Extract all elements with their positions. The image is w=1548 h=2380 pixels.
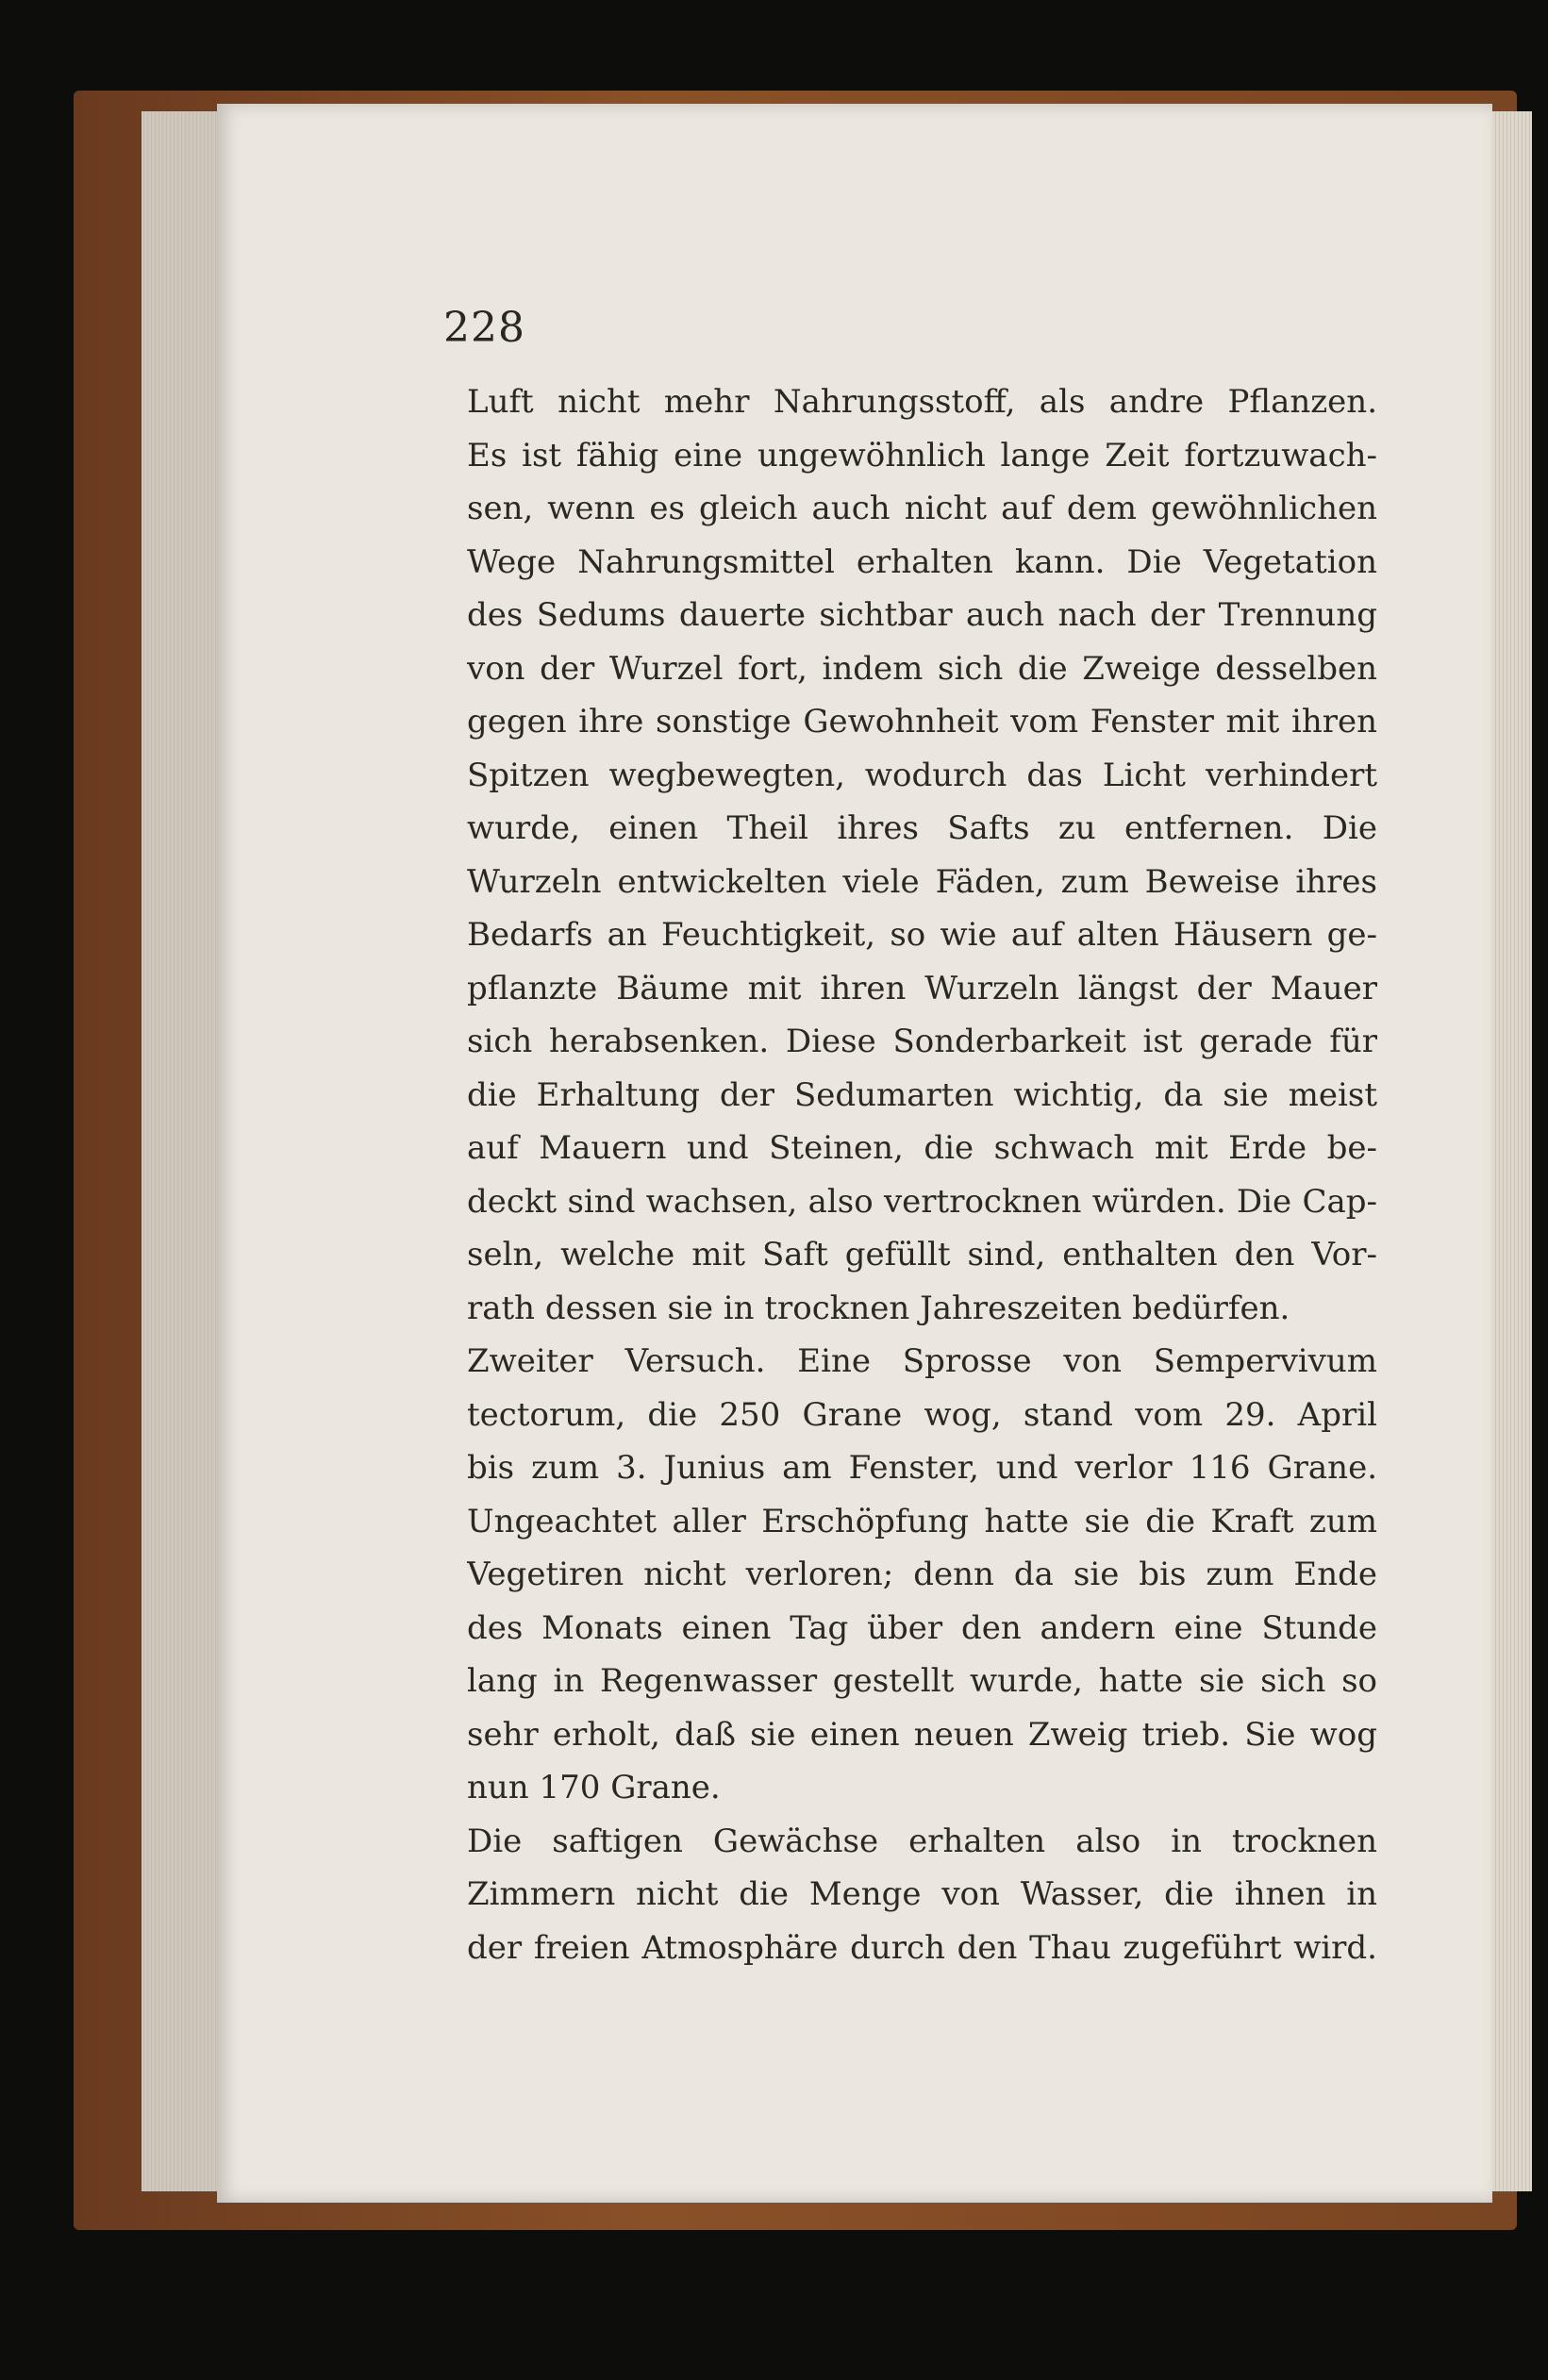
text-line: der freien Atmosphäre durch den Thau zugeführt wird. [467,1928,1377,1967]
text-line: die Erhaltung der Sedumarten wichtig, da sie meist [467,1075,1377,1114]
page-edges-left [141,111,226,2191]
text-line: pflanzte Bäume mit ihren Wurzeln längst der Mauer [467,969,1377,1007]
text-line: Luft nicht mehr Nahrungsstoff, als andre Pflanzen. [467,383,1377,421]
text-line: Vegetiren nicht verloren; denn da sie bis zum Ende [467,1556,1377,1593]
text-line: des Sedums dauerte sichtbar auch nach der Trennung [467,596,1377,634]
text-line: sehr erholt, daß sie einen neuen Zweig trieb. Sie wog [467,1715,1377,1754]
text-line: sen, wenn es gleich auch nicht auf dem gewöhnlichen [467,490,1377,527]
text-line: tectorum, die 250 Grane wog, stand vom 29. April [467,1395,1377,1434]
text-line: Die saftigen Gewächse erhalten also in trocknen [467,1822,1377,1860]
text-line: nun 170 Grane. [467,1769,721,1806]
text-line: lang in Regenwasser gestellt wurde, hatte sie sich so [467,1662,1377,1700]
text-line: Wege Nahrungsmittel erhalten kann. Die Vegetation [467,542,1377,581]
text-line: Spitzen wegbewegten, wodurch das Licht verhindert [467,756,1377,794]
body-text [467,375,1377,1974]
page-edges-right [1492,111,1532,2191]
text-line: sich herabsenken. Diese Sonderbarkeit ist gerade für [467,1023,1377,1060]
text-line: bis zum 3. Junius am Fenster, und verlor 116 Grane. [467,1449,1377,1487]
page-number: 228 [443,304,525,352]
text-line: auf Mauern und Steinen, die schwach mit Erde be- [467,1129,1377,1167]
text-line: wurde, einen Theil ihres Safts zu entfernen. Die [467,809,1377,847]
text-line: Zweiter Versuch. Eine Sprosse von Sempervivum [467,1342,1377,1380]
text-line: deckt sind wachsen, also vertrocknen würden. Die Cap- [467,1182,1377,1221]
text-line: gegen ihre sonstige Gewohnheit vom Fenster mit ihren [467,703,1377,741]
text-line: Ungeachtet aller Erschöpfung hatte sie die Kraft zum [467,1502,1377,1540]
text-line: Zimmern nicht die Menge von Wasser, die ihnen in [467,1875,1377,1913]
text-line: rath dessen sie in trocknen Jahreszeiten bedürfen. [467,1289,1290,1327]
text-line: Es ist fähig eine ungewöhnlich lange Zeit fortzuwach- [467,436,1377,474]
text-line: des Monats einen Tag über den andern eine Stunde [467,1608,1377,1647]
text-line: seln, welche mit Saft gefüllt sind, enthalten den Vor- [467,1236,1377,1273]
text-line: Wurzeln entwickelten viele Fäden, zum Beweise ihres [467,862,1377,901]
text-line: Bedarfs an Feuchtigkeit, so wie auf alten Häusern ge- [467,916,1377,954]
text-line: von der Wurzel fort, indem sich die Zweige desselben [467,649,1377,688]
